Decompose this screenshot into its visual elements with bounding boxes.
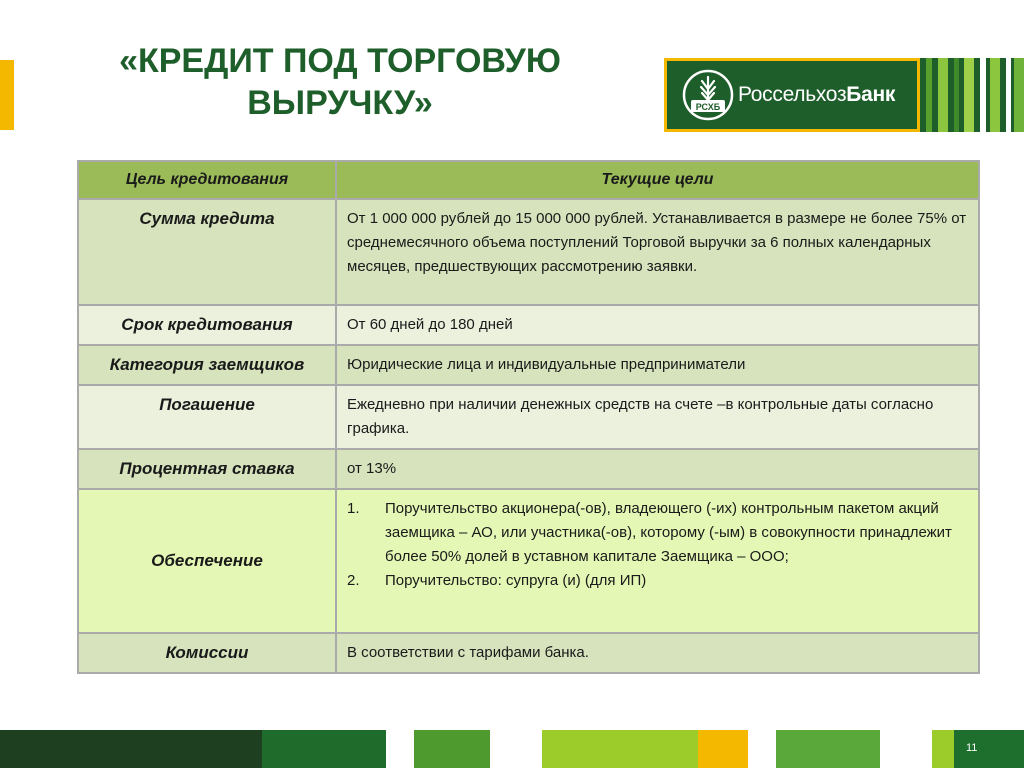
row-label: Комиссии [78,633,336,673]
row-label: Срок кредитования [78,305,336,345]
row-label: Погашение [78,385,336,449]
table-header-row [78,161,979,199]
table-row [78,305,979,345]
logo-stripe [964,58,974,132]
footer-segment [542,730,698,768]
loan-terms-table [77,160,980,674]
bank-name [738,83,895,107]
footer-segment [414,730,490,768]
title-line-1: «КРЕДИТ ПОД ТОРГОВУЮ [119,42,561,80]
row-label: Сумма кредита [78,199,336,305]
row-value: Юридические лица и индивидуальные предприниматели [336,345,979,385]
row-value-list [336,489,979,633]
list-item-number: 2. [347,572,360,589]
table-row [78,345,979,385]
footer-segment [262,730,386,768]
list-item [347,569,968,593]
slide-title [60,40,620,124]
page-number: 11 [966,742,978,754]
footer-segment [932,730,954,768]
emblem-text: РСХБ [695,102,721,112]
footer-segment [0,730,262,768]
table-row [78,385,979,449]
row-value: От 1 000 000 рублей до 15 000 000 рублей. Устанавливается в размере не более 75% от среднемесячного объема поступлений Торговой выручки за 6 полных календарных месяцев, предшествующих рассмотрению заявки. [336,199,979,305]
footer-segment [776,730,880,768]
logo-stripe [954,58,959,132]
list-item [347,497,968,569]
row-value: В соответствии с тарифами банка. [336,633,979,673]
header-cell-goals: Текущие цели [336,161,979,199]
table-row [78,633,979,673]
logo-stripe [980,58,986,132]
table-row [78,449,979,489]
title-line-2: ВЫРУЧКУ» [247,84,433,122]
logo-stripe [1006,58,1011,132]
logo-stripe [990,58,1000,132]
row-value: Ежедневно при наличии денежных средств на счете –в контрольные даты согласно графика. [336,385,979,449]
row-label: Категория заемщиков [78,345,336,385]
bank-name-bold: Банк [846,83,896,106]
list-item-number: 1. [347,500,360,517]
list-item-text: Поручительство акционера(-ов), владеющего (-их) контрольным пакетом акций заемщика – АО, или участника(-ов), которому (-ым) в совокупности принадлежит более 50% долей в уставном капитале Заемщика – ООО; [385,500,952,565]
row-value: от 13% [336,449,979,489]
footer-bar [0,730,1024,768]
wheat-emblem-icon [682,69,734,121]
row-value: От 60 дней до 180 дней [336,305,979,345]
table-row [78,199,979,305]
table-row [78,489,979,633]
footer-segment [954,730,1024,768]
logo-stripe [1014,58,1024,132]
header-cell-purpose: Цель кредитования [78,161,336,199]
row-label: Процентная ставка [78,449,336,489]
list-item-text: Поручительство: супруга (и) (для ИП) [385,572,647,589]
logo-stripe [926,58,932,132]
bank-logo [664,58,1024,132]
row-label: Обеспечение [78,489,336,633]
footer-segment [698,730,748,768]
collateral-list [347,497,968,593]
left-accent-bar [0,60,14,130]
logo-stripe [938,58,948,132]
bank-name-regular: Россельхоз [738,83,847,106]
